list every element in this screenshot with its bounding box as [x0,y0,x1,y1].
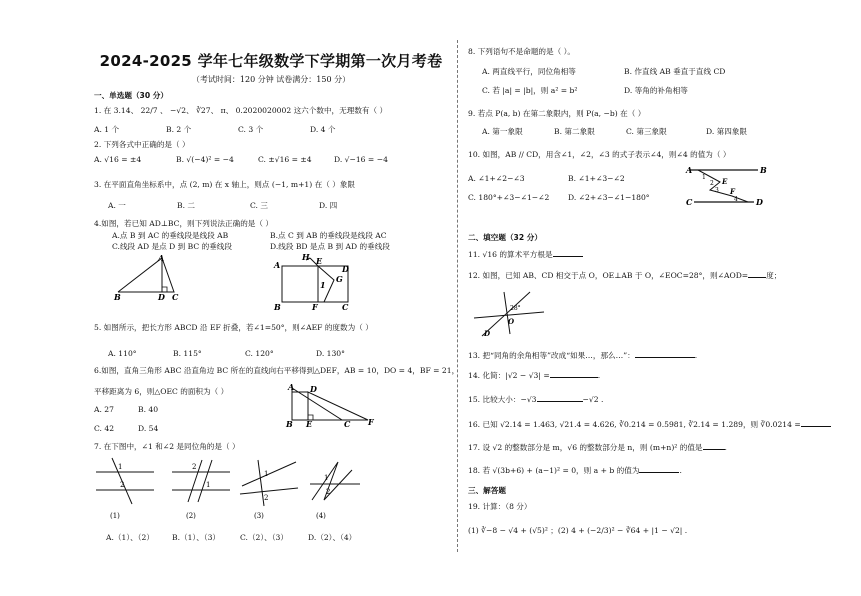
svg-text:2: 2 [264,494,269,502]
q4-option-b: B.点 C 到 AB 的垂线段是线段 AC [270,231,387,240]
q10-option-c: C. 180°+∠3−∠1−∠2 [468,193,550,202]
q14-item: 14. 化简：|√2 − √3| = . [468,371,601,380]
q3-option-d: D. 四 [319,201,338,210]
q1-stem: 1. 在 3.14、 22/7 、 −√2、 ∛27、 π、 0.2020020002 这六个数中，无理数有（ ） [94,106,388,115]
svg-text:C: C [686,197,693,207]
q18-end: . [679,466,682,475]
q12-intersecting-lines-figure [470,284,550,340]
q6-translated-triangles-figure [284,382,378,428]
q3-stem: 3. 在平面直角坐标系中，点 (2, m) 在 x 轴上，则点 (−1, m+1) 在（ ）象限 [94,180,356,189]
svg-text:A: A [158,254,165,263]
q7-figure-2-label: (2) [186,512,196,520]
q10-option-a: A. ∠1+∠2−∠3 [468,174,525,183]
svg-text:E: E [306,419,313,428]
svg-text:2: 2 [326,488,331,496]
svg-text:C: C [342,302,349,312]
q4-triangle-figure [112,254,188,302]
q6-option-a: A. 27 [94,405,114,414]
q8-stem: 8. 下列语句不是命题的是（ ）。 [468,47,575,56]
svg-text:28°: 28° [510,305,521,312]
svg-text:E: E [722,177,728,186]
q6-option-d: D. 54 [138,424,159,433]
q5-option-c: C. 120° [245,349,274,358]
q4-stem: 4.如图，若已知 AD⊥BC，则下列说法正确的是（ ） [94,219,274,228]
q18-answer-blank[interactable] [639,465,682,475]
svg-text:B: B [114,292,121,302]
q10-stem: 10. 如图，AB // CD，用含∠1，∠2，∠3 的式子表示∠4，则∠4 的值为（ ） [468,150,731,159]
column-divider [457,40,458,552]
q17-answer-blank[interactable] [703,442,725,450]
q7-option-a: A.（1）、（2） [106,533,154,542]
q11-answer-blank[interactable] [553,249,583,257]
q16-stem: 16. 已知 √2.14 = 1.463, √21.4 = 4.626, ∛0.214 = 0.5981, ∛2.14 = 1.289，则 ∛0.0214 = [468,420,801,429]
svg-text:1: 1 [206,481,211,489]
q18-stem: 18. 若 √(3b+6) + (a−1)² = 0，则 a + b 的值为 [468,466,640,475]
q12-answer-blank[interactable] [748,270,766,278]
q14-stem: 14. 化简：|√2 − √3| = [468,371,550,380]
q3-option-b: B. 二 [177,201,196,210]
svg-text:F: F [312,302,318,312]
q6-option-c: C. 42 [94,424,115,433]
q11-stem: 11. √16 的算术平方根是 [468,250,553,259]
svg-text:1: 1 [702,174,706,181]
q12-unit: 度； [766,271,782,280]
svg-text:C: C [172,292,179,302]
q16-item [468,419,831,429]
svg-text:1: 1 [118,463,123,471]
q9-option-c: C. 第三象限 [626,127,667,136]
q6-option-b: B. 40 [138,405,159,414]
q10-parallel-lines-figure [684,162,770,210]
q3-option-c: C. 三 [250,201,268,210]
svg-text:E: E [316,256,323,266]
q12-item [468,270,781,280]
svg-text:4: 4 [734,196,738,203]
section-single-choice: 一、单选题（30 分） [94,91,168,100]
svg-text:3: 3 [715,187,719,194]
svg-text:2: 2 [192,463,197,471]
q2-option-c: C. ±√16 = ±4 [258,155,312,164]
q17-stem: 17. 设 √2 的整数部分是 m，√6 的整数部分是 n，则 (m+n)² 的值是 [468,443,703,452]
q7-figure-4 [304,456,370,522]
svg-text:2: 2 [710,180,714,187]
q19-expression: (1) ∛−8 − √4 + (√5)² ；(2) 4 + (−2/3)² − ∛64 + |1 − √2| . [468,526,688,535]
q9-option-d: D. 第四象限 [706,127,748,136]
q7-option-c: C.（2）、（3） [240,533,288,542]
q5-stem: 5. 如图所示，把长方形 ABCD 沿 EF 折叠，若∠1=50°，则∠AEF 的度数为（ ） [94,323,373,332]
q9-option-a: A. 第一象限 [482,127,523,136]
q1-option-b: B. 2 个 [166,125,192,134]
q18-item [468,465,682,475]
q11-item [468,249,583,259]
q5-folded-rectangle-figure [272,252,356,314]
q3-option-a: A. 一 [108,201,126,210]
svg-text:D: D [310,384,317,394]
q4-option-a: A.点 B 到 AC 的垂线段是线段 AB [112,231,229,240]
q15-item [468,394,603,404]
q14-answer-blank[interactable] [550,370,598,378]
q19-stem: 19. 计算：（8 分） [468,502,532,511]
q2-option-b: B. √(−4)² = −4 [176,155,234,164]
svg-text:H: H [302,252,310,262]
q10-option-d: D. ∠2+∠3−∠1−180° [568,193,650,202]
svg-text:B: B [760,165,767,175]
q1-option-c: C. 3 个 [238,125,264,134]
q7-figure-1-label: (1) [110,512,120,520]
q9-stem: 9. 若点 P(a, b) 在第二象限内，则 P(a, −b) 在（ ） [468,109,646,118]
q13-item: 13. 把“同角的余角相等”改成“如果…，那么…”： . [468,351,698,360]
q7-figure-3-label: (3) [254,512,264,520]
q4-option-d: D.线段 BD 是点 B 到 AD 的垂线段 [270,242,390,251]
q4-option-c: C.线段 AD 是点 D 到 BC 的垂线段 [112,242,232,251]
exam-subtitle: （考试时间：120 分钟 试卷满分：150 分） [191,75,351,84]
q13-answer-blank[interactable] [635,350,695,358]
q9-option-b: B. 第二象限 [554,127,595,136]
svg-text:D: D [342,264,349,274]
q12-stem: 12. 如图，已知 AB、CD 相交于点 O，OE⊥AB 于 O，∠EOC=28°，则∠AOD= [468,271,749,280]
svg-text:F: F [730,187,735,196]
q15-stem: 15. 比较大小：−√3 [468,395,537,404]
svg-text:1: 1 [320,280,326,290]
q17-item [468,442,727,452]
q7-option-d: D.（2）、（4） [308,533,357,542]
svg-text:G: G [336,274,343,284]
q1-option-a: A. 1 个 [94,125,120,134]
q2-option-d: D. √−16 = −4 [334,155,388,164]
q16-answer-blank[interactable] [801,419,831,427]
svg-text:F: F [368,417,374,427]
svg-text:D: D [484,329,491,338]
svg-text:1: 1 [264,470,269,478]
q7-figure-4-label: (4) [316,512,326,520]
q15-rhs: −√2 . [582,395,604,404]
exam-title: 2024-2025 学年七年级数学下学期第一次月考卷 [99,52,443,70]
q2-stem: 2. 下列各式中正确的是（ ） [94,140,190,149]
q8-option-a: A. 两直线平行，同位角相等 [482,67,576,76]
svg-text:2: 2 [120,481,125,489]
svg-text:B: B [286,419,293,428]
q2-option-a: A. √16 = ±4 [94,155,142,164]
svg-text:C: C [344,419,351,428]
svg-text:B: B [274,302,281,312]
q1-option-d: D. 4 个 [310,125,336,134]
q7-figure-2 [168,456,234,522]
svg-text:A: A [274,260,281,270]
svg-text:D: D [158,292,165,302]
svg-text:O: O [508,317,515,326]
svg-text:A: A [288,382,295,392]
q5-option-b: B. 115° [173,349,202,358]
q7-option-b: B.（1）、（3） [172,533,221,542]
svg-text:D: D [756,197,763,207]
q7-stem: 7. 在下图中，∠1 和∠2 是同位角的是（ ） [94,442,240,451]
q7-figure-1 [92,456,158,522]
svg-text:A: A [686,165,693,175]
q8-option-d: D. 等角的补角相等 [624,86,688,95]
q6-stem-line2: 平移距离为 6，则△OEC 的面积为（ ） [94,387,229,396]
section-fill-in: 二、填空题（32 分） [468,233,542,242]
q8-option-b: B. 作直线 AB 垂直于直线 CD [624,67,726,76]
q5-option-d: D. 130° [316,349,345,358]
q13-stem: 13. 把“同角的余角相等”改成“如果…，那么…”： [468,351,635,360]
section-solutions: 三、解答题 [468,486,506,495]
q15-answer-blank[interactable] [537,394,583,402]
q10-option-b: B. ∠1+∠3−∠2 [568,174,625,183]
q5-option-a: A. 110° [108,349,137,358]
q17-end: . [724,443,727,452]
q7-figure-3 [236,456,302,522]
q8-option-c: C. 若 |a| = |b|，则 a² = b² [482,86,578,95]
q6-stem: 6.如图，直角三角形 ABC 沿直角边 BC 所在的直线向右平移得到△DEF，AB = 10，DO = 4，BF = 21， [94,366,460,375]
svg-text:1: 1 [324,474,329,482]
